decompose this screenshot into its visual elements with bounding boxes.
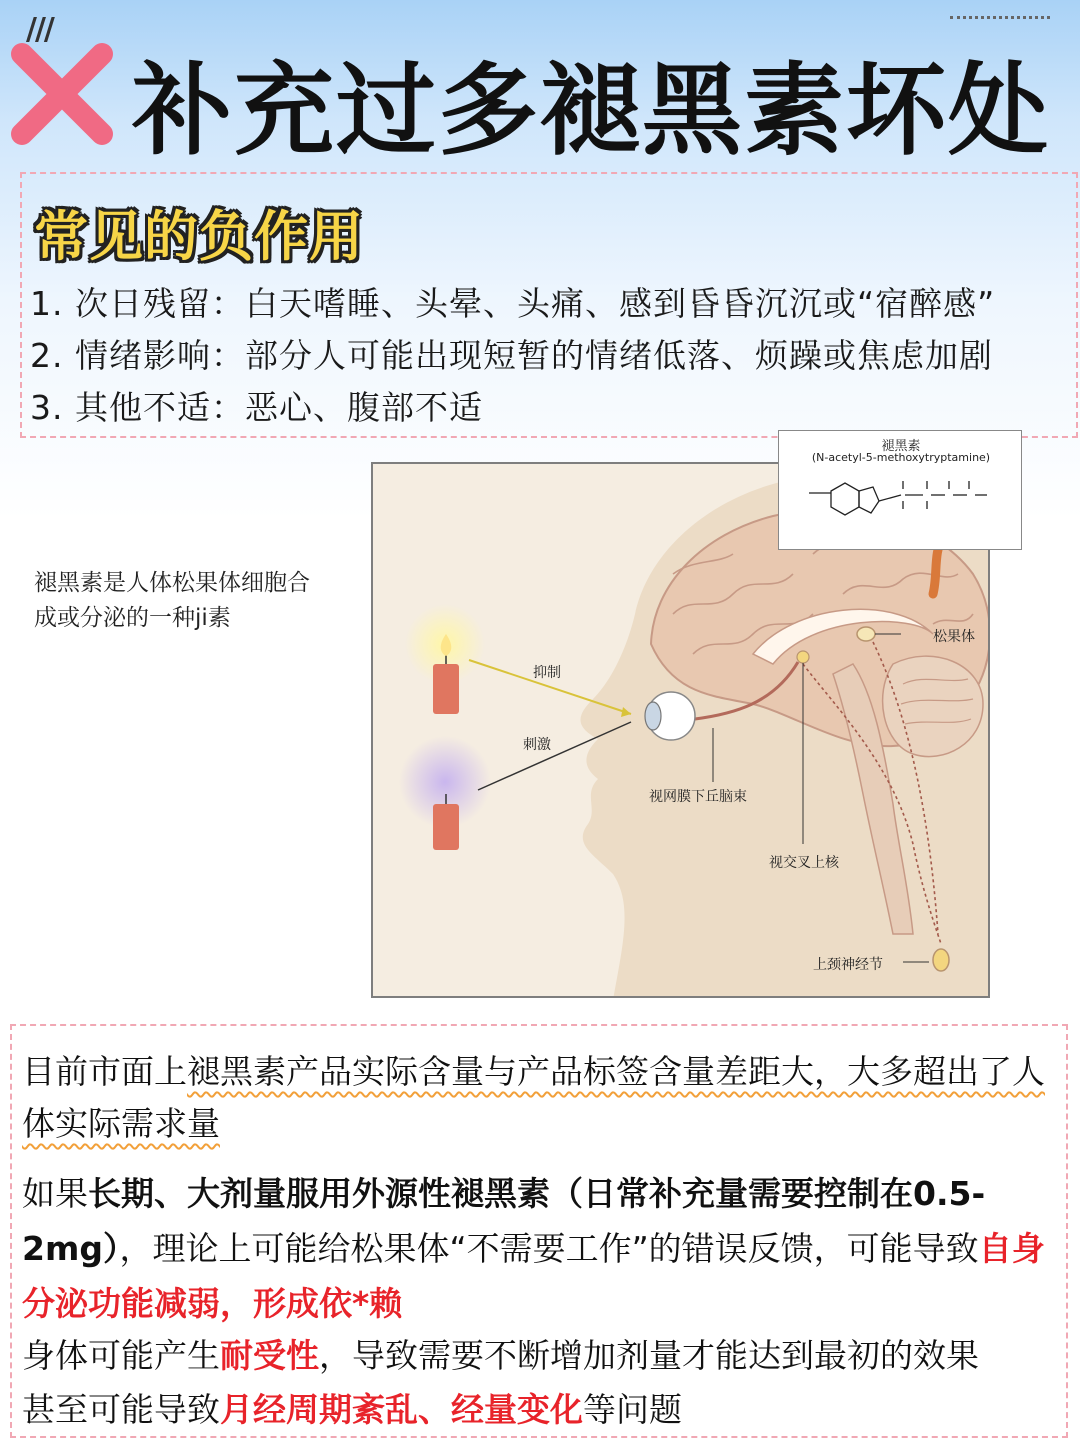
molecule-icon [779,431,1023,551]
decorative-slashes: /// [26,12,53,47]
side-effects-heading: 常见的负作用 [34,205,364,268]
label-pineal: 松果体 [933,629,975,645]
red-highlight-text: 耐受性 [220,1336,319,1375]
dosage-warning-box [10,1024,1068,1438]
label-retinohypothalamic-tract: 视网膜下丘脑束 [649,789,747,805]
melatonin-note: 褪黑素是人体松果体细胞合成或分泌的一种ji素 [34,570,310,631]
cross-icon [6,38,118,150]
paragraph-text: 甚至可能导致 [22,1390,220,1429]
paragraph-text: 身体可能产生 [22,1336,220,1375]
side-effect-item: 2. 情绪影响：部分人可能出现短暂的情绪低落、烦躁或焦虑加剧 [30,336,993,375]
structure-name: (N-acetyl-5-methoxytryptamine) [811,451,991,464]
label-suprachiasmatic-nucleus: 视交叉上核 [769,855,839,871]
label-stimulate: 刺激 [523,737,551,753]
decorative-dots [950,16,1050,19]
label-inhibit: 抑制 [533,665,561,681]
paragraph-text: ，导致需要不断增加剂量才能达到最初的效果 [319,1336,979,1375]
side-effects-box [20,172,1078,438]
side-effect-item: 1. 次日残留：白天嗜睡、头晕、头痛、感到昏昏沉沉或“宿醉感” [30,284,996,323]
bold-text: 长期、大剂量服用外源性褪黑素（日常补充量需要控制在0.5-2mg） [22,1174,986,1268]
label-superior-cervical-ganglion: 上颈神经节 [813,957,883,973]
header [0,0,1080,169]
highlight-underlined-text: 褪黑素产品实际含量与产品标签含量差距大，大多超出了人体实际需求量 [22,1052,1045,1143]
menstrual-paragraph [22,1382,1070,1437]
melatonin-structure-box [778,430,1022,550]
red-highlight-text: 月经周期紊乱、经量变化 [220,1390,583,1429]
paragraph-text: 如果 [22,1174,88,1213]
page-title: 补充过多褪黑素坏处 [132,52,1050,169]
paragraph-text: 等问题 [583,1390,682,1429]
red-highlight-text: 自身分泌功能减弱，形成依*赖 [22,1229,1045,1323]
market-content-paragraph [22,1046,1062,1150]
side-effect-item: 3. 其他不适：恶心、腹部不适 [30,388,483,427]
paragraph-text: 目前市面上 [22,1052,187,1091]
tolerance-paragraph [22,1328,1070,1383]
paragraph-text: ，理论上可能给松果体“不需要工作”的错误反馈，可能导致 [119,1229,979,1268]
structure-title: 褪黑素 [881,439,921,454]
dependence-paragraph [22,1166,1070,1331]
